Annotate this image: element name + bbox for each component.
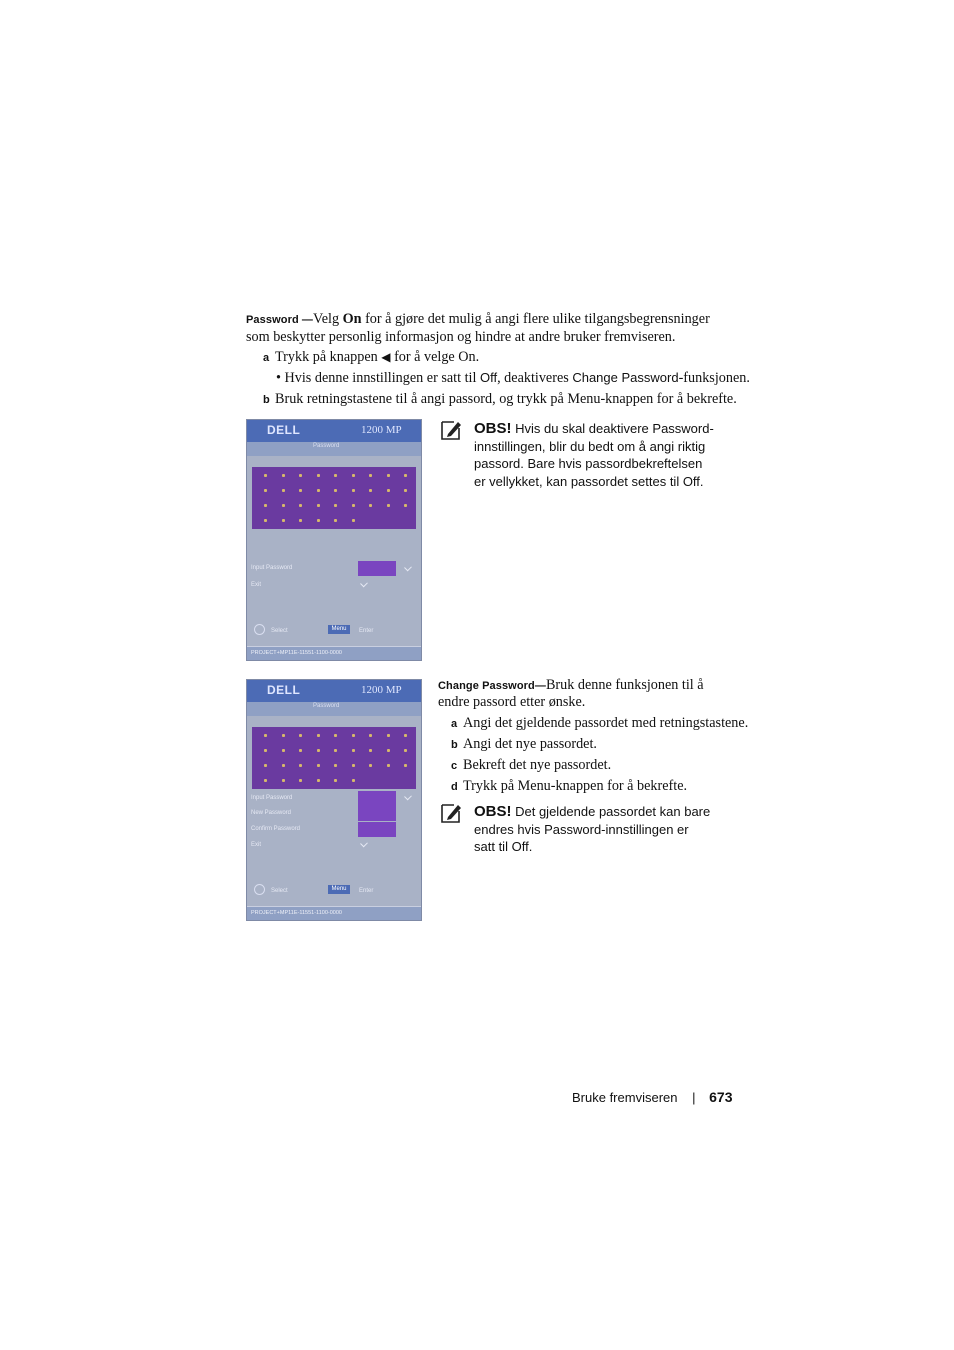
keypad-key <box>352 504 355 507</box>
osd-label-exit: Exit <box>251 842 262 848</box>
keypad-key <box>404 489 407 492</box>
keypad-key <box>334 489 337 492</box>
keypad-key <box>387 749 390 752</box>
off-label: Off <box>682 473 700 489</box>
step-letter: c <box>451 760 458 772</box>
keypad-key <box>299 749 302 752</box>
osd-status-bar <box>247 646 421 660</box>
keypad-key <box>334 504 337 507</box>
note-text: er vellykket, kan passordet settes til <box>474 473 683 489</box>
change-step-b <box>451 735 751 754</box>
osd-label-exit: Exit <box>251 582 262 588</box>
step-letter: d <box>451 781 458 793</box>
keypad-key <box>264 519 267 522</box>
footer-section-title: Bruke fremviseren <box>572 1090 678 1105</box>
note-text: . <box>699 473 704 489</box>
keypad-key <box>299 764 302 767</box>
keypad-key <box>387 734 390 737</box>
check-icon <box>360 840 368 848</box>
keypad-key <box>352 764 355 767</box>
osd-title-bar <box>247 442 421 456</box>
osd-header <box>247 680 421 702</box>
keypad-key <box>352 519 355 522</box>
keypad-key <box>317 504 320 507</box>
keypad-key <box>282 734 285 737</box>
step-text: Angi det gjeldende passordet med retningstastene. <box>463 715 749 731</box>
check-icon <box>404 793 412 801</box>
keypad-key <box>282 749 285 752</box>
osd-password-screenshot <box>246 419 422 661</box>
osd-status-text: PROJECT+MP11E-11551-1100-0000 <box>251 650 342 656</box>
change-password-intro-line2: endre passord etter ønske. <box>438 694 586 710</box>
osd-label-input-password: Input Password <box>251 795 293 801</box>
check-icon <box>404 564 412 572</box>
keypad-key <box>299 734 302 737</box>
keypad-key <box>334 749 337 752</box>
osd-title: Password <box>313 703 340 709</box>
keypad-key <box>369 734 372 737</box>
direction-pad-icon <box>254 624 265 635</box>
note-text: . <box>528 839 533 854</box>
keypad-key <box>334 474 337 477</box>
keypad-key <box>317 749 320 752</box>
osd-title: Password <box>313 443 340 449</box>
change-step-a <box>451 714 751 733</box>
change-step-d <box>451 777 751 796</box>
bullet-text-cont: , deaktiveres <box>497 370 573 386</box>
osd-header <box>247 420 421 442</box>
direction-pad-icon <box>254 884 265 895</box>
osd-change-password-screenshot <box>246 679 422 921</box>
off-label: Off <box>479 370 498 385</box>
keypad-key <box>369 749 372 752</box>
keypad-key <box>369 764 372 767</box>
note-pencil-icon <box>440 802 462 824</box>
change-password-label: Change Password <box>572 370 679 385</box>
off-label: Off <box>511 839 529 854</box>
on-label: On <box>342 311 362 327</box>
intro-text: Velg <box>313 311 343 327</box>
obs-label: OBS! <box>474 420 512 437</box>
intro-text: Bruk denne funksjonen til å <box>545 677 704 693</box>
dell-logo: DELL <box>267 423 301 437</box>
keypad-key <box>264 779 267 782</box>
keypad-key <box>317 519 320 522</box>
keypad-key <box>264 734 267 737</box>
osd-label-confirm-password: Confirm Password <box>251 826 301 832</box>
keypad-key <box>317 779 320 782</box>
osd-enter-label: Enter <box>359 888 374 894</box>
change-password-heading: Change Password <box>438 680 535 692</box>
bullet-icon: • <box>276 370 281 386</box>
keypad-key <box>352 474 355 477</box>
note-text: Hvis du skal deaktivere Password- <box>511 421 714 436</box>
keypad-key <box>264 764 267 767</box>
password-heading: Password <box>246 314 299 326</box>
keypad-key <box>369 474 372 477</box>
osd-keypad <box>252 467 416 529</box>
osd-menu-button: Menu <box>328 885 350 894</box>
keypad-key <box>317 489 320 492</box>
keypad-key <box>387 764 390 767</box>
keypad-key <box>264 489 267 492</box>
keypad-key <box>317 474 320 477</box>
osd-status-bar <box>247 906 421 920</box>
osd-status-text: PROJECT+MP11E-11551-1100-0000 <box>251 910 342 916</box>
keypad-key <box>317 764 320 767</box>
osd-keypad <box>252 727 416 789</box>
note-text: innstillingen, blir du bedt om å angi riktig <box>474 438 706 454</box>
keypad-key <box>404 734 407 737</box>
step-b-text: Bruk retningstastene til å angi passord, og trykk på Menu-knappen for å bekrefte. <box>275 391 737 407</box>
heading-dash: — <box>534 680 546 692</box>
step-letter: b <box>263 394 270 406</box>
keypad-key <box>299 504 302 507</box>
keypad-key <box>404 749 407 752</box>
keypad-key <box>334 519 337 522</box>
password-intro <box>246 310 746 329</box>
keypad-key <box>404 474 407 477</box>
osd-menu-button: Menu <box>328 625 350 634</box>
keypad-key <box>282 474 285 477</box>
keypad-key <box>334 779 337 782</box>
bullet-item <box>276 369 756 387</box>
step-text: Angi det nye passordet. <box>463 736 597 752</box>
keypad-key <box>317 734 320 737</box>
keypad-key <box>352 779 355 782</box>
keypad-key <box>387 474 390 477</box>
step-text: Bekreft det nye passordet. <box>463 757 612 773</box>
note-pencil-icon <box>440 419 462 441</box>
keypad-key <box>369 489 372 492</box>
model-label: 1200 MP <box>361 424 402 436</box>
step-letter: a <box>263 352 270 364</box>
keypad-key <box>264 749 267 752</box>
step-letter: a <box>451 718 458 730</box>
step-text: Trykk på Menu-knappen for å bekrefte. <box>463 778 688 794</box>
keypad-key <box>282 519 285 522</box>
keypad-key <box>264 474 267 477</box>
osd-select-label: Select <box>271 628 288 634</box>
osd-input-field <box>358 806 396 821</box>
osd-input-field <box>358 561 396 576</box>
keypad-key <box>299 474 302 477</box>
left-arrow-icon: ◀ <box>381 350 391 364</box>
step-b <box>263 390 753 409</box>
osd-input-field <box>358 791 396 806</box>
keypad-key <box>352 749 355 752</box>
step-a-text-cont: for å velge On. <box>390 349 480 365</box>
intro-text-cont: for å gjøre det mulig å angi flere ulike tilgangsbegrensninger <box>361 311 710 327</box>
bullet-text-end: -funksjonen. <box>678 370 750 386</box>
footer-separator: | <box>692 1090 696 1105</box>
step-a <box>263 348 743 367</box>
keypad-key <box>369 504 372 507</box>
page-number: 673 <box>709 1089 733 1105</box>
keypad-key <box>387 504 390 507</box>
keypad-key <box>282 779 285 782</box>
keypad-key <box>334 734 337 737</box>
keypad-key <box>404 764 407 767</box>
bullet-text: Hvis denne innstillingen er satt til <box>284 370 480 386</box>
note-2 <box>474 803 754 856</box>
keypad-key <box>299 489 302 492</box>
dell-logo: DELL <box>267 683 301 697</box>
keypad-key <box>282 504 285 507</box>
heading-dash: — <box>298 314 314 326</box>
osd-label-input-password: Input Password <box>251 565 293 571</box>
check-icon <box>360 580 368 588</box>
obs-label: OBS! <box>474 803 512 820</box>
note-text: satt til <box>474 839 512 854</box>
keypad-key <box>282 489 285 492</box>
keypad-key <box>264 504 267 507</box>
step-letter: b <box>451 739 458 751</box>
note-text: endres hvis Password-innstillingen er <box>474 821 689 837</box>
osd-input-field <box>358 822 396 837</box>
osd-select-label: Select <box>271 888 288 894</box>
keypad-key <box>352 489 355 492</box>
note-1 <box>474 420 754 490</box>
keypad-key <box>299 519 302 522</box>
keypad-key <box>352 734 355 737</box>
keypad-key <box>282 764 285 767</box>
password-intro-line2: som beskytter personlig informasjon og hindre at andre bruker fremviseren. <box>246 329 676 345</box>
keypad-key <box>299 779 302 782</box>
page-footer <box>572 1089 742 1105</box>
step-a-text: Trykk på knappen <box>275 349 382 365</box>
osd-enter-label: Enter <box>359 628 374 634</box>
change-step-c <box>451 756 751 775</box>
keypad-key <box>334 764 337 767</box>
keypad-key <box>387 489 390 492</box>
note-text: passord. Bare hvis passordbekreftelsen <box>474 456 703 471</box>
keypad-key <box>404 504 407 507</box>
osd-label-new-password: New Password <box>251 810 292 816</box>
note-text: Det gjeldende passordet kan bare <box>511 804 711 819</box>
model-label: 1200 MP <box>361 684 402 696</box>
osd-title-bar <box>247 702 421 716</box>
